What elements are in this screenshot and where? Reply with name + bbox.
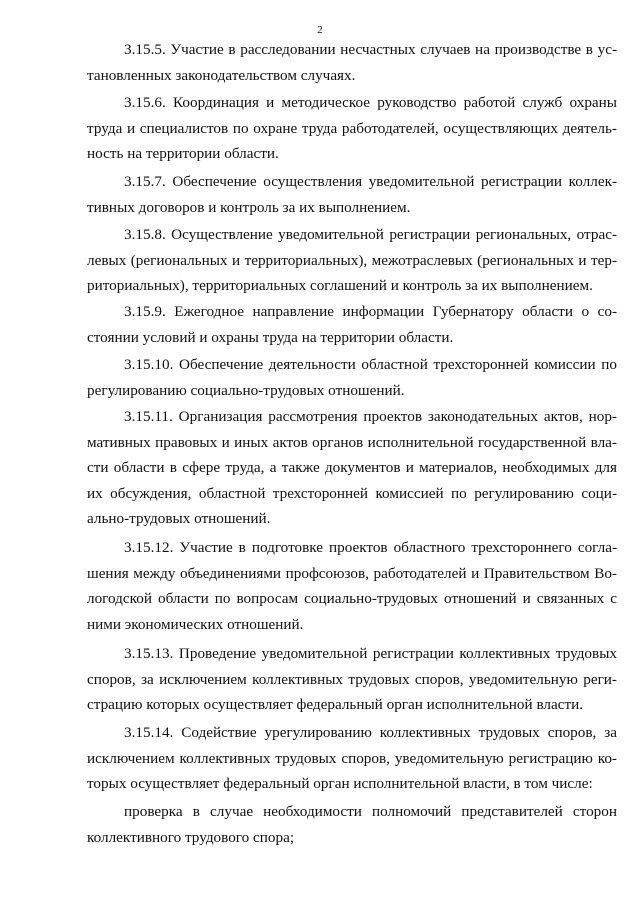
text-line: коллективного трудового спора;	[87, 828, 295, 846]
paragraph-3-15-8	[87, 222, 617, 299]
text-line: их обсуждения, областной трехсторонней комиссией по регулированию соци-	[87, 484, 617, 502]
paragraph-3-15-13	[87, 641, 617, 718]
text-line: проверка в случае необходимости полномочий представителей сторон	[124, 803, 617, 820]
text-line: торых осуществляет федеральный орган исполнительной власти, в том числе:	[87, 775, 593, 793]
text-line: ально-трудовых отношений.	[87, 510, 271, 528]
text-line: 3.15.5. Участие в расследовании несчастных случаев на производстве в ус-	[124, 41, 617, 58]
text-line: 3.15.6. Координация и методическое руководство работой служб охраны	[124, 94, 617, 111]
text-line: тивных договоров и контроль за их выполнением.	[87, 198, 411, 216]
paragraph-3-15-9	[87, 299, 617, 350]
text-line: сти области в сфере труда, а также документов и материалов, необходимых для	[87, 459, 617, 477]
paragraph-3-15-5	[87, 37, 617, 88]
text-line: исключением коллективных трудовых споров, уведомительную регистрацию ко-	[87, 749, 617, 767]
text-line: регулированию социально-трудовых отношений.	[87, 381, 405, 399]
text-line: 3.15.11. Организация рассмотрения проектов законодательных актов, нор-	[124, 408, 617, 425]
text-line: логодской области по вопросам социально-трудовых отношений и связанных с	[87, 590, 617, 608]
text-line: 3.15.7. Обеспечение осуществления уведомительной регистрации коллек-	[124, 173, 617, 190]
paragraph-3-15-6	[87, 90, 617, 167]
text-line: 3.15.9. Ежегодное направление информации Губернатору области о со-	[124, 303, 617, 320]
text-line: шения между объединениями профсоюзов, работодателей и Правительством Во-	[87, 564, 617, 582]
text-line: 3.15.14. Содействие урегулированию коллективных трудовых споров, за	[124, 724, 617, 741]
text-line: стоянии условий и охраны труда на территории области.	[87, 328, 454, 346]
text-line: споров, за исключением коллективных трудовых споров, уведомительную реги-	[87, 670, 617, 688]
paragraph-3-15-11	[87, 404, 617, 532]
text-line: 3.15.13. Проведение уведомительной регистрации коллективных трудовых	[124, 645, 617, 662]
text-line: ними экономических отношений.	[87, 615, 304, 633]
text-line: 3.15.10. Обеспечение деятельности областной трехсторонней комиссии по	[124, 356, 617, 373]
text-line: страцию которых осуществляет федеральный орган исполнительной власти.	[87, 696, 584, 714]
text-line: левых (региональных и территориальных), межотраслевых (региональных и тер-	[87, 251, 617, 269]
text-line: ность на территории области.	[87, 145, 279, 163]
paragraph-check-powers	[87, 799, 617, 850]
text-line: 3.15.12. Участие в подготовке проектов областного трехстороннего согла-	[124, 539, 617, 556]
paragraph-3-15-10	[87, 352, 617, 403]
text-line: риториальных), территориальных соглашений и контроль за их выполнением.	[87, 277, 593, 295]
paragraph-3-15-14	[87, 720, 617, 797]
text-line: мативных правовых и иных актов органов исполнительной государственной вла-	[87, 433, 617, 451]
text-line: труда и специалистов по охране труда работодателей, осуществляющих деятель-	[87, 119, 617, 137]
text-line: тановленных законодательством случаях.	[87, 66, 356, 84]
paragraph-3-15-12	[87, 535, 617, 637]
text-line: 3.15.8. Осуществление уведомительной регистрации региональных, отрас-	[124, 226, 617, 243]
page-number: 2	[317, 24, 323, 36]
paragraph-3-15-7	[87, 169, 617, 220]
